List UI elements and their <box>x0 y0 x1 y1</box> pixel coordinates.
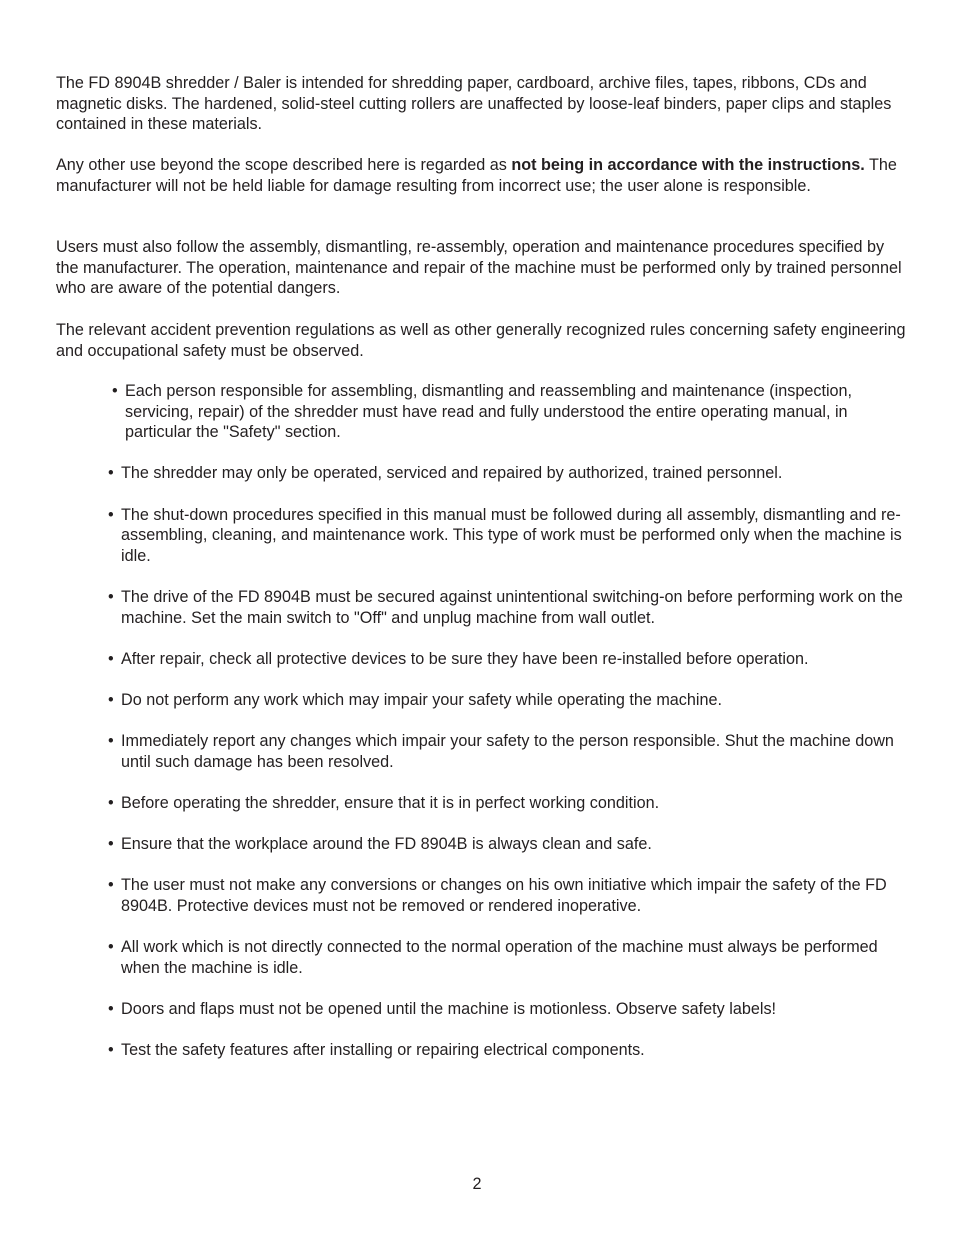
bullet-icon: • <box>108 938 114 957</box>
list-item-text: Do not perform any work which may impair your safety while operating the machine. <box>121 690 723 709</box>
bullet-icon: • <box>108 1041 114 1059</box>
regulations-paragraph: The relevant accident prevention regulations as well as other generally recognized rules concerning safety engineering and occupational safety must be observed. <box>56 321 906 360</box>
list-item <box>108 731 908 772</box>
bullet-icon: • <box>108 732 114 751</box>
page-number: 2 <box>472 1175 482 1193</box>
list-item-text: Test the safety features after installing or repairing electrical components. <box>121 1041 645 1059</box>
bullet-icon: • <box>108 649 114 668</box>
list-item-text: The shut-down procedures specified in this manual must be followed during all assembly, dismantling and re-assembling, cleaning, and maintenance work. This type of work must be performed only when the machine is idle. <box>121 505 902 565</box>
bullet-icon: • <box>108 999 114 1018</box>
liability-bold-text: not being in accordance with the instructions. <box>511 156 865 174</box>
bullet-icon: • <box>108 587 114 606</box>
list-item-text: The shredder may only be operated, serviced and repaired by authorized, trained personnel. <box>121 464 783 483</box>
list-item <box>108 587 908 628</box>
list-item <box>108 793 908 814</box>
bullet-icon: • <box>108 835 114 854</box>
bullet-icon: • <box>108 690 114 709</box>
list-item-text: Each person responsible for assembling, dismantling and reassembling and maintenance (inspection, servicing, repair) of the shredder must have read and fully understood the entire operating manual, in particular the "Safety" section. <box>125 382 853 442</box>
list-item <box>108 505 908 567</box>
list-item <box>108 463 908 484</box>
liability-text-before: Any other use beyond the scope described here is regarded as <box>56 156 512 174</box>
list-item <box>108 937 908 978</box>
list-item <box>108 834 908 855</box>
list-item-text: Immediately report any changes which impair your safety to the person responsible. Shut the machine down until such damage has been resolved. <box>121 732 894 771</box>
list-item <box>112 381 912 443</box>
list-item <box>108 649 908 670</box>
list-item <box>108 999 908 1020</box>
list-item-text: The drive of the FD 8904B must be secured against unintentional switching-on before performing work on the machine. Set the main switch to "Off" and unplug machine from wall outlet. <box>121 587 903 627</box>
list-item-text: After repair, check all protective devices to be sure they have been re-installed before operation. <box>121 649 809 668</box>
list-item <box>108 690 908 711</box>
procedures-paragraph: Users must also follow the assembly, dismantling, re-assembly, operation and maintenance procedures specified by the manufacturer. The operation, maintenance and repair of the machine must be performed only by trained personnel who are aware of the potential dangers. <box>56 238 902 298</box>
list-item-text: All work which is not directly connected to the normal operation of the machine must always be performed when the machine is idle. <box>121 938 878 977</box>
bullet-icon: • <box>108 793 114 812</box>
list-item-text: The user must not make any conversions or changes on his own initiative which impair the safety of the FD 8904B. Protective devices must not be removed or rendered inoperative. <box>121 876 887 915</box>
intro-paragraph: The FD 8904B shredder / Baler is intended for shredding paper, cardboard, archive files, tapes, ribbons, CDs and magnetic disks. The hardened, solid-steel cutting rollers are unaffected by loose-leaf binders, paper clips and staples contained in these materials. <box>56 74 892 134</box>
list-item-text: Doors and flaps must not be opened until the machine is motionless. Observe safety labels! <box>121 999 777 1018</box>
bullet-icon: • <box>108 505 114 524</box>
list-item <box>108 1040 908 1061</box>
list-item-text: Ensure that the workplace around the FD 8904B is always clean and safe. <box>121 835 652 854</box>
bullet-icon: • <box>112 382 118 400</box>
liability-paragraph <box>56 155 906 196</box>
safety-bullet-list <box>108 381 908 1081</box>
bullet-icon: • <box>108 464 114 483</box>
bullet-icon: • <box>108 876 114 895</box>
list-item-text: Before operating the shredder, ensure that it is in perfect working condition. <box>121 793 660 812</box>
list-item <box>108 875 908 916</box>
liability-text-after: The manufacturer will not be held liable for damage resulting from incorrect use; the user alone is responsible. <box>56 156 897 195</box>
